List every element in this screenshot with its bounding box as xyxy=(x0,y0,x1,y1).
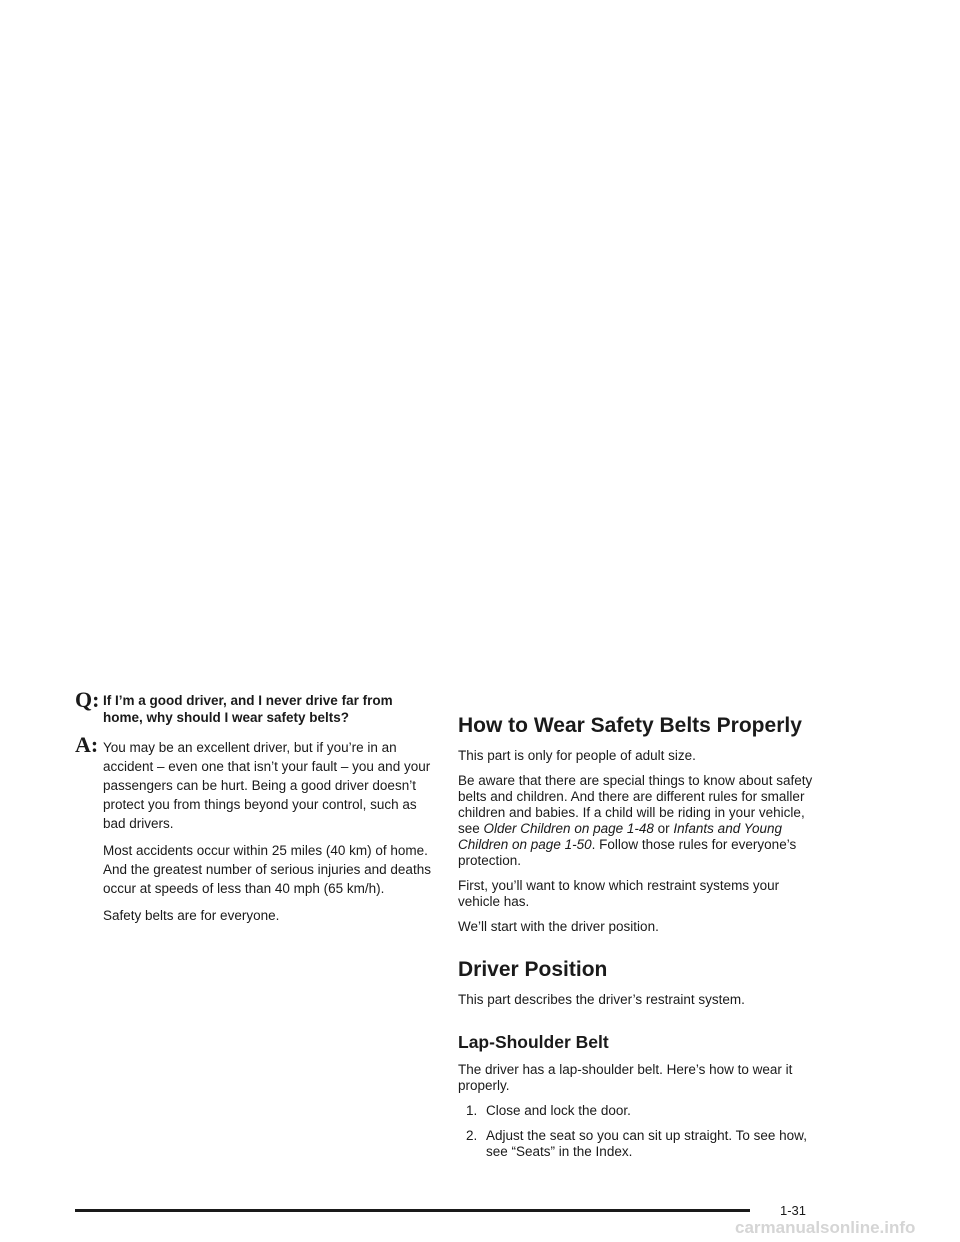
step-item xyxy=(458,1103,818,1119)
paragraph-text: . Follow those rules for everyone’s protection. xyxy=(458,837,797,868)
body-paragraph: The driver has a lap-shoulder belt. Here’s how to wear it properly. xyxy=(458,1062,793,1093)
cross-reference-link[interactable]: Older Children on page 1-48 xyxy=(483,821,654,836)
step-number: 1. xyxy=(466,1103,478,1118)
body-paragraph: This part describes the driver’s restraint system. xyxy=(458,992,745,1007)
body-paragraph: First, you’ll want to know which restraint systems your vehicle has. xyxy=(458,878,780,909)
answer-block xyxy=(75,732,435,833)
steps-list xyxy=(458,1103,818,1160)
section-heading: Driver Position xyxy=(458,958,608,981)
section-spacer xyxy=(458,944,818,958)
question-block xyxy=(75,687,435,726)
answer-paragraph: Most accidents occur within 25 miles (40 km) of home. And the greatest number of serious injuries and deaths occur at speeds of less than 40 mph (65 km/h). xyxy=(103,843,431,896)
cross-reference-link[interactable]: Infants and Young Children on page 1-50 xyxy=(458,821,783,852)
paragraph-text: or xyxy=(653,821,674,836)
page-number: 1-31 xyxy=(780,1203,807,1218)
body-paragraph-with-references xyxy=(458,773,818,869)
answer-text: You may be an excellent driver, but if you’re in an accident – even one that isn’t your fault – you and your passengers can be hurt. Being a good driver doesn’t protect you from things beyond your control, such as bad drivers. xyxy=(103,740,431,831)
step-item xyxy=(458,1128,818,1160)
safety-belt-section xyxy=(458,714,818,1169)
section-spacer xyxy=(458,1017,818,1031)
watermark-text: carmanualsonline.info xyxy=(735,1218,916,1237)
footer-rule xyxy=(75,1209,750,1212)
paragraph-text: Be aware that there are special things to know about safety belts and children. And there are different rules for smaller children and babies. If a child will be riding in your vehicle, see xyxy=(458,773,813,836)
question-text: If I’m a good driver, and I never drive far from home, why should I wear safety belts? xyxy=(103,693,393,725)
step-text: Adjust the seat so you can sit up straight. To see how, see “Seats” in the Index. xyxy=(486,1128,807,1159)
step-number: 2. xyxy=(466,1128,478,1143)
body-paragraph: We’ll start with the driver position. xyxy=(458,919,659,934)
question-mark-label: Q: xyxy=(75,687,100,712)
body-paragraph: This part is only for people of adult size. xyxy=(458,748,696,763)
subsection-heading: Lap-Shoulder Belt xyxy=(458,1032,609,1052)
section-heading: How to Wear Safety Belts Properly xyxy=(458,714,802,737)
qa-section xyxy=(75,687,435,925)
answer-mark-label: A: xyxy=(75,732,99,757)
answer-paragraph: Safety belts are for everyone. xyxy=(103,908,280,923)
step-text: Close and lock the door. xyxy=(486,1103,631,1118)
